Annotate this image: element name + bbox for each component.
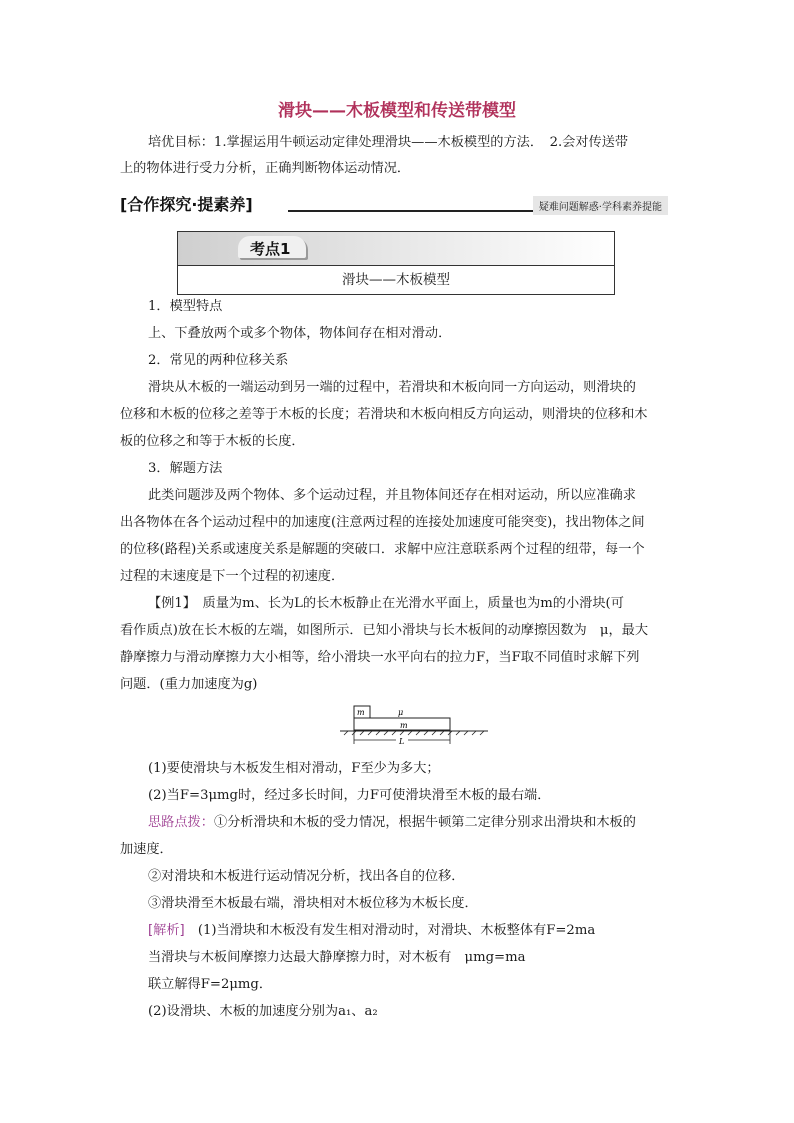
- block-mass-label: m: [357, 708, 365, 717]
- hint-label: 思路点拨：: [148, 815, 214, 830]
- hint-line-1: [148, 814, 704, 832]
- question-2: (2)当F=3μmg时，经过多长时间，力F可使滑块滑至木板的最右端．: [148, 788, 551, 803]
- kaodian-box: [177, 231, 615, 295]
- p2-line: 滑块从木板的一端运动到另一端的过程中，若滑块和木板向同一方向运动，则滑块的: [148, 380, 636, 395]
- hint-text: ①分析滑块和木板的受力情况，根据牛顿第二定律分别求出滑块和木板的: [213, 815, 636, 830]
- example-line: 问题．(重力加速度为g): [120, 677, 258, 692]
- example-line: 【例1】 质量为m、长为L的长木板静止在光滑水平面上，质量也为m的小滑块(可: [148, 596, 624, 611]
- p3-line: 的位移(路程)关系或速度关系是解题的突破口．求解中应注意联系两个过程的纽带，每一个: [120, 542, 645, 557]
- hint-line: 加速度．: [120, 842, 173, 857]
- p3-line: 出各物体在各个运动过程中的加速度(注意两过程的连接处加速度可能突变)，找出物体之间: [120, 515, 645, 530]
- hint-line: ③滑块滑至木板最右端，滑块相对木板位移为木板长度．: [148, 896, 478, 911]
- p3-line: 此类问题涉及两个物体、多个运动过程，并且物体间还存在相对运动，所以应准确求: [148, 488, 636, 503]
- block-board-figure: [336, 700, 492, 750]
- section-tag: 疑难问题解惑·学科素养提能: [533, 196, 668, 215]
- solution-line: 当滑块与木板间摩擦力达最大静摩擦力时，对木板有 μmg=ma: [148, 950, 526, 965]
- p1-heading: 1．模型特点: [148, 299, 223, 314]
- ground-hatching: [344, 731, 484, 735]
- hint-line: ②对滑块和木板进行运动情况分析，找出各自的位移．: [148, 869, 465, 884]
- board-length-label: L: [399, 737, 405, 746]
- board-mass-label: m: [400, 721, 408, 730]
- p2-line: 位移和木板的位移之差等于木板的长度；若滑块和木板向相反方向运动，则滑块的位移和木: [120, 407, 648, 422]
- kaodian-header: [178, 232, 614, 266]
- p2-heading: 2．常见的两种位移关系: [148, 353, 289, 368]
- kaodian-label: 考点1: [250, 240, 291, 258]
- solution-text: (1)当滑块和木板没有发生相对滑动时，对滑块、木板整体有F=2ma: [184, 923, 596, 938]
- section-label: [合作探究·提素养]: [120, 195, 253, 214]
- solution-line: (2)设滑块、木板的加速度分别为a₁、a₂: [148, 1004, 378, 1019]
- solution-line-1: [148, 922, 704, 940]
- kaodian-title: 滑块——木板模型: [342, 272, 450, 288]
- question-1: (1)要使滑块与木板发生相对滑动，F至少为多大；: [148, 761, 440, 776]
- p2-line: 板的位移之和等于木板的长度．: [120, 434, 305, 449]
- goal-line-2: 上的物体进行受力分析，正确判断物体运动情况．: [120, 161, 411, 176]
- page-title: 滑块——木板模型和传送带模型: [278, 101, 516, 121]
- example-line: 静摩擦力与滑动摩擦力大小相等，给小滑块一水平向右的拉力F，当F取不同值时求解下列: [120, 650, 640, 665]
- solution-line: 联立解得F=2μmg．: [148, 977, 273, 992]
- section-header: [120, 192, 668, 214]
- p3-line: 过程的末速度是下一个过程的初速度．: [120, 569, 345, 584]
- p3-heading: 3．解题方法: [148, 461, 223, 476]
- goal-line-1: 培优目标：1.掌握运用牛顿运动定律处理滑块——木板模型的方法． 2.会对传送带: [148, 135, 629, 150]
- p1-text: 上、下叠放两个或多个物体，物体间存在相对滑动．: [148, 326, 452, 341]
- friction-mu-label: μ: [398, 708, 404, 717]
- solution-label: [解析]: [148, 923, 185, 938]
- example-line: 看作质点)放在长木板的左端，如图所示．已知小滑块与长木板间的动摩擦因数为 μ，最大: [120, 623, 649, 638]
